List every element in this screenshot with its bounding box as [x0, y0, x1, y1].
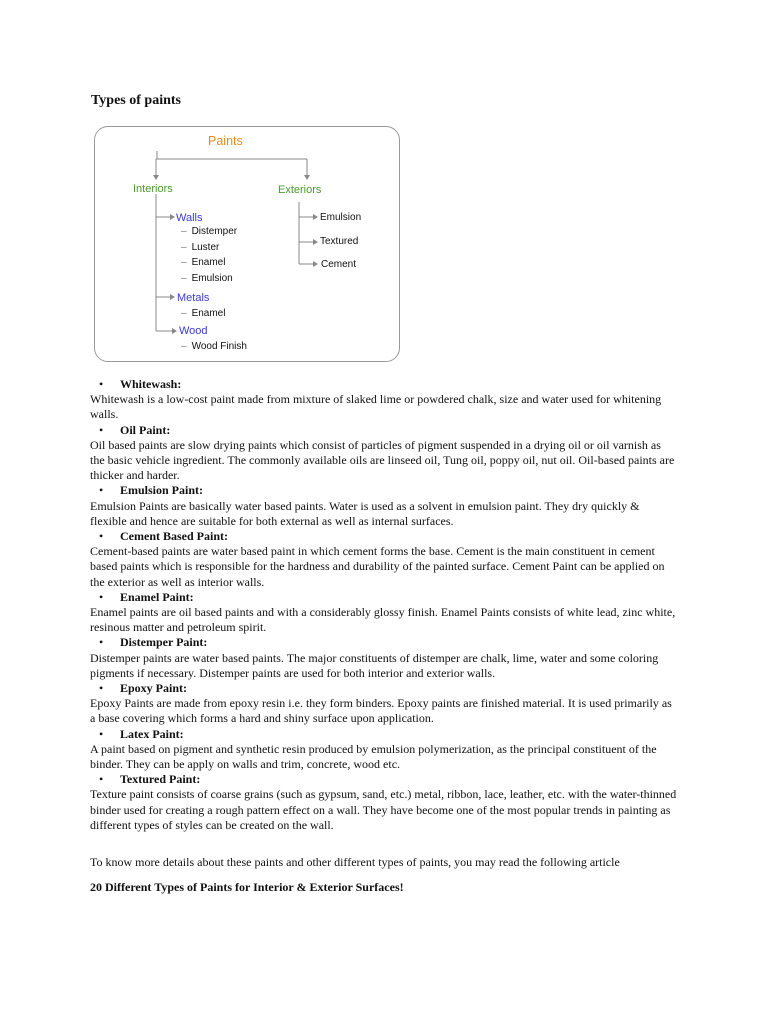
list-item	[90, 727, 678, 773]
entry-heading: • Oil Paint:	[99, 422, 171, 437]
bullet-icon: •	[99, 772, 104, 787]
diagram-walls-item: – Emulsion	[181, 273, 233, 285]
entry-heading: • Enamel Paint:	[99, 589, 194, 604]
entry-description: Texture paint consists of coarse grains (such as gypsum, sand, etc.) metal, ribbon, lace, leather, etc. with the water-thinned binder used for creating a rough pattern effect on a wall. They have become one of the most popular trends in painting as different types of styles can be created on the wall.	[90, 787, 677, 832]
diagram-exteriors-item: Textured	[320, 236, 359, 247]
list-item	[90, 635, 678, 681]
entry-description: Enamel paints are oil based paints and with a considerably glossy finish. Enamel Paints consists of white lead, zinc white, resinous matter and petroleum spirit.	[90, 605, 676, 635]
diagram-wood-item: – Wood Finish	[181, 341, 247, 353]
bullet-icon: •	[99, 726, 104, 741]
list-item	[90, 423, 678, 484]
diagram-metals-item: – Enamel	[181, 308, 225, 320]
list-item	[90, 483, 678, 529]
entry-description: A paint based on pigment and synthetic resin produced by emulsion polymerization, as the principal constituent of the binder. They can be apply on walls and trim, concrete, wood etc.	[90, 741, 657, 772]
list-item	[90, 529, 678, 590]
paint-types-list	[90, 377, 678, 833]
article-link[interactable]: 20 Different Types of Paints for Interior & Exterior Surfaces!	[90, 880, 404, 895]
entry-heading: • Cement Based Paint:	[99, 529, 228, 544]
more-info-note: To know more details about these paints and other different types of paints, you may read the following article	[90, 855, 620, 870]
diagram-metals-label: Metals	[177, 292, 210, 304]
entry-heading: • Textured Paint:	[99, 772, 201, 787]
list-item	[90, 377, 678, 423]
entry-heading: • Epoxy Paint:	[99, 681, 188, 696]
bullet-icon: •	[99, 681, 104, 696]
diagram-root-label: Paints	[208, 134, 243, 148]
diagram-exteriors-item: Emulsion	[320, 212, 362, 223]
entry-description: Epoxy Paints are made from epoxy resin i.e. they form binders. Epoxy paints are finished material. It is used primarily as a base covering which forms a hard and shiny surface upon application.	[90, 696, 672, 726]
bullet-icon: •	[99, 589, 104, 604]
diagram-walls-label: Walls	[176, 212, 203, 224]
diagram-interiors-label: Interiors	[133, 183, 173, 195]
entry-description: Cement-based paints are water based paint in which cement forms the base. Cement is the main constituent in cement based paints which is responsible for the hardness and durability of the painted surface. Cement Paint can be applied on the exterior as well as interior walls.	[90, 544, 665, 589]
page-title: Types of paints	[91, 93, 181, 108]
bullet-icon: •	[99, 377, 104, 391]
paint-types-content	[90, 377, 678, 896]
diagram-walls-item: – Enamel	[181, 257, 225, 269]
bullet-icon: •	[99, 422, 104, 437]
entry-heading: • Emulsion Paint:	[99, 483, 204, 498]
entry-description: Whitewash is a low-cost paint made from mixture of slaked lime or powdered chalk, size and water used for whitening walls.	[90, 392, 662, 422]
bullet-icon: •	[99, 635, 104, 650]
entry-description: Distemper paints are water based paints. The major constituents of distemper are chalk, lime, water and some coloring pigments if necessary. Distemper paints are used for both interior and exterior walls.	[90, 650, 659, 680]
entry-heading: • Latex Paint:	[99, 726, 184, 741]
bullet-icon: •	[99, 483, 104, 498]
diagram-exteriors-label: Exteriors	[278, 184, 322, 196]
list-item	[90, 772, 678, 833]
diagram-walls-item: – Distemper	[181, 226, 237, 238]
list-item	[90, 681, 678, 727]
paint-types-diagram	[94, 126, 400, 362]
diagram-exteriors-item: Cement	[321, 259, 357, 270]
list-item	[90, 590, 678, 636]
entry-heading: • Distemper Paint:	[99, 635, 208, 650]
diagram-wood-label: Wood	[179, 325, 208, 337]
diagram-walls-item: – Luster	[181, 242, 219, 254]
entry-description: Emulsion Paints are basically water based paints. Water is used as a solvent in emulsion paint. They dry quickly & flexible and hence are suitable for both external as well as internal surfaces.	[90, 498, 640, 528]
bullet-icon: •	[99, 529, 104, 544]
entry-heading: • Whitewash:	[99, 377, 182, 391]
entry-description: Oil based paints are slow drying paints which consist of particles of pigment suspended in a drying oil or oil varnish as the basic vehicle ingredient. The commonly available oils are linseed oil, Tung oil, poppy oil, nut oil. Oil-based paints are thicker and harder.	[90, 437, 675, 483]
